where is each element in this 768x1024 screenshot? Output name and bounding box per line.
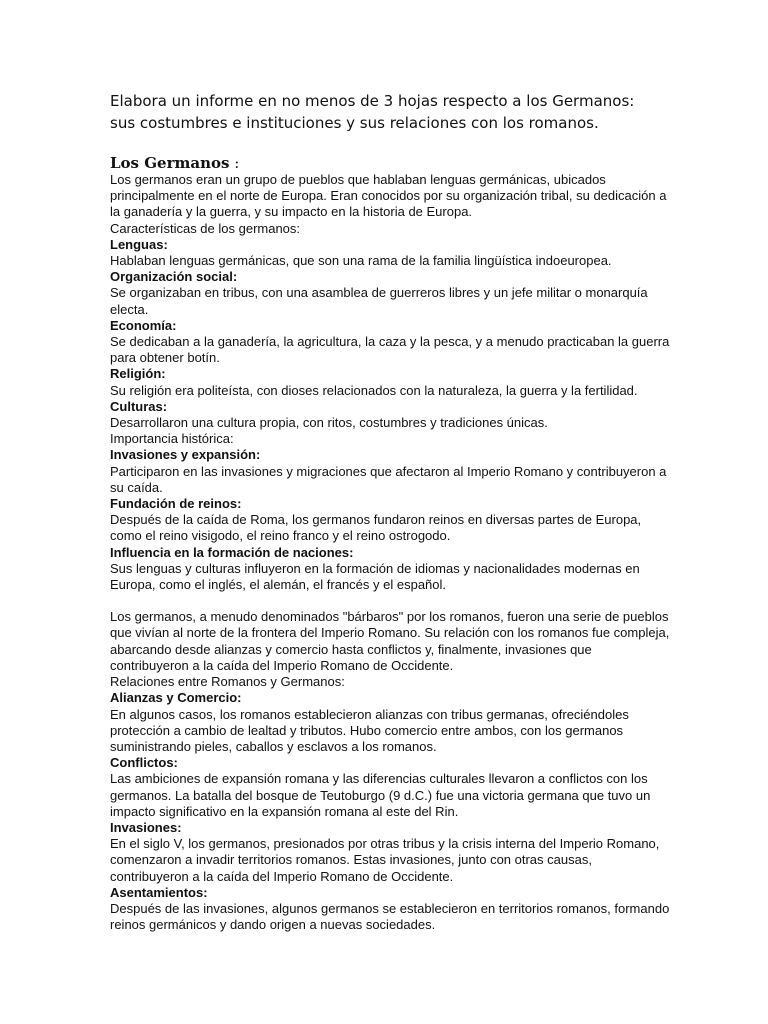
section-heading: Invasiones y expansión: (110, 447, 261, 463)
section-heading: Invasiones: (110, 819, 182, 835)
paragraph-gap (110, 593, 670, 609)
document-title-row (110, 154, 670, 172)
section-text: Sus lenguas y culturas influyeron en la formación de idiomas y nacionalidades modernas en Europa, como el inglés, el alemán, el francés y el español. (110, 560, 640, 593)
section-text: Se organizaban en tribus, con una asamblea de guerreros libres y un jefe militar o monarquía electa. (110, 285, 648, 317)
relations-label: Relaciones entre Romanos y Germanos: (110, 674, 345, 690)
assignment-prompt (110, 90, 670, 134)
section-heading: Economía: (110, 317, 177, 333)
section-heading: Asentamientos: (110, 884, 208, 900)
section-heading: Alianzas y Comercio: (110, 690, 242, 706)
document-title: Los Germanos (110, 154, 230, 172)
section-heading: Lenguas: (110, 236, 168, 252)
section-text: Se dedicaban a la ganadería, la agricultura, la caza y la pesca, y a menudo practicaban la guerra para obtener botín. (110, 334, 670, 366)
section-heading: Conflictos: (110, 755, 178, 771)
document-title-suffix: : (229, 154, 240, 172)
section-heading: Influencia en la formación de naciones: (110, 544, 354, 560)
section-heading: Fundación de reinos: (110, 496, 242, 512)
relations-intro-paragraph: Los germanos, a menudo denominados "bárbaros" por los romanos, fueron una serie de pueblos que vivían al norte de la frontera del Imperio Romano. Su relación con los romanos fue compleja, abarcando desde alianzas y comercio hasta conflictos y, finalmente, invasiones que contribuyeron a la caída del Imperio Romano de Occidente. (110, 609, 670, 673)
document-body (110, 172, 670, 933)
section-text: Desarrollaron una cultura propia, con ritos, costumbres y tradiciones únicas. (110, 415, 548, 431)
section-text: En el siglo V, los germanos, presionados por otras tribus y la crisis interna del Imperio Romano, comenzaron a invadir territorios romanos. Estas invasiones, junto con otras causas, contribuyeron a la caída del Imperio Romano de Occidente. (110, 836, 660, 884)
section-text: Las ambiciones de expansión romana y las diferencias culturales llevaron a conflictos con los germanos. La batalla del bosque de Teutoburgo (9 d.C.) fue una victoria germana que tuvo un impacto significativo en la expansión romana al este del Rin. (110, 771, 651, 819)
section-heading: Organización social: (110, 269, 238, 285)
section-text: Después de las invasiones, algunos germanos se establecieron en territorios romanos, formando reinos germánicos y dando origen a nuevas sociedades. (110, 900, 670, 933)
section-text: En algunos casos, los romanos establecieron alianzas con tribus germanas, ofreciéndoles protección a cambio de lealtad y tributos. Hubo comercio entre ambos, con los germanos suministrando pieles, caballos y esclavos a los romanos. (110, 706, 629, 754)
section-text: Participaron en las invasiones y migraciones que afectaron al Imperio Romano y contribuyeron a su caída. (110, 463, 667, 495)
characteristics-label: Características de los germanos: (110, 220, 301, 236)
section-text: Después de la caída de Roma, los germanos fundaron reinos en diversas partes de Europa, como el reino visigodo, el reino franco y el reino ostrogodo. (110, 512, 642, 544)
intro-paragraph: Los germanos eran un grupo de pueblos que hablaban lenguas germánicas, ubicados principalmente en el norte de Europa. Eran conocidos por su organización tribal, su dedicación a la ganadería y la guerra, y su impacto en la historia de Europa. (110, 172, 667, 220)
section-text: Su religión era politeísta, con dioses relacionados con la naturaleza, la guerra y la fertilidad. (110, 382, 638, 398)
section-heading: Culturas: (110, 398, 168, 414)
prompt-line-1: Elabora un informe en no menos de 3 hojas respecto a los Germanos: (110, 92, 635, 110)
section-heading: Religión: (110, 366, 166, 382)
prompt-line-2: sus costumbres e instituciones y sus relaciones con los romanos. (110, 114, 599, 132)
section-text: Hablaban lenguas germánicas, que son una rama de la familia lingüística indoeuropea. (110, 253, 612, 269)
document-page (110, 90, 670, 933)
importance-label: Importancia histórica: (110, 431, 234, 447)
